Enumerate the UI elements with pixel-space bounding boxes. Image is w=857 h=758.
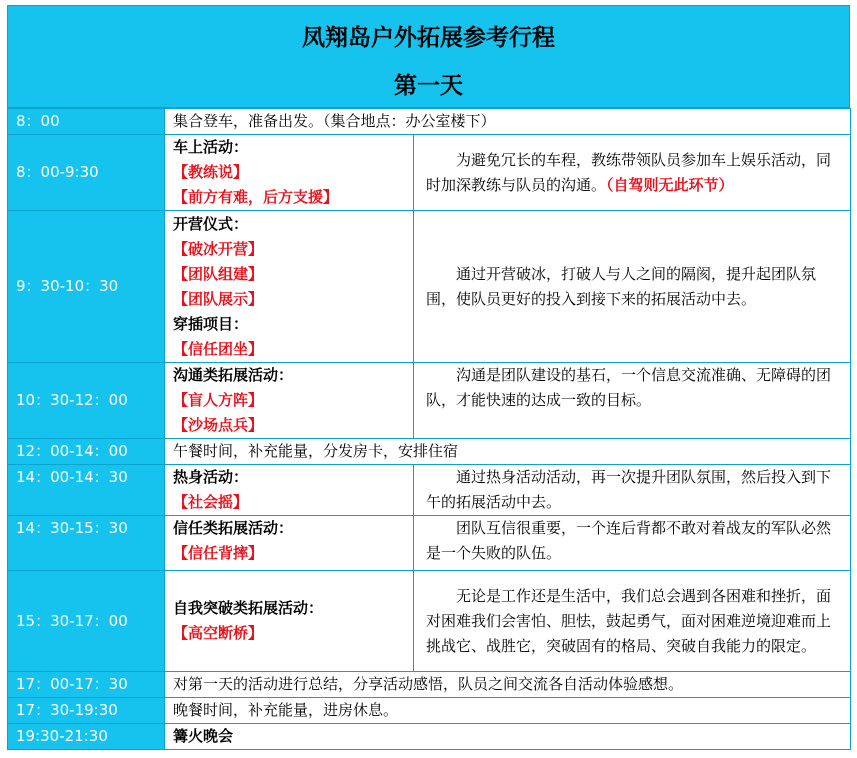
itinerary-sheet	[7, 5, 850, 750]
description-cell	[414, 465, 851, 516]
page-title: 凤翔岛户外拓展参考行程	[302, 24, 555, 51]
activity-item: 【信任背摔】	[173, 544, 264, 562]
description-text: 沟通是团队建设的基石，一个信息交流准确、无障碍的团队，才能快速的达成一致的目标。	[426, 366, 832, 409]
table-row	[8, 516, 851, 571]
activity-heading: 开营仪式：	[173, 214, 249, 233]
full-row-text: 对第一天的活动进行总结，分享活动感悟，队员之间交流各自活动体验感想。	[165, 672, 851, 698]
activity-cell	[165, 571, 414, 672]
full-row-text: 集合登车，准备出发。（集合地点：办公室楼下）	[165, 109, 851, 135]
activity-heading: 穿插项目：	[173, 314, 249, 333]
activity-item: 【社会摇】	[173, 493, 249, 511]
activity-cell	[165, 516, 414, 571]
description-text: 团队互信很重要，一个连后背都不敢对着战友的军队必然是一个失败的队伍。	[426, 519, 832, 562]
full-row-text: 午餐时间，补充能量，分发房卡，安排住宿	[165, 439, 851, 465]
table-row	[8, 135, 851, 211]
description-cell	[414, 516, 851, 571]
activity-heading: 自我突破类拓展活动：	[173, 599, 324, 617]
table-row	[8, 439, 851, 465]
description-text: 为避免冗长的车程，教练带领队员参加车上娱乐活动，同时加深教练与队员的沟通。	[426, 150, 832, 194]
time-cell: 17：30-19:30	[8, 698, 165, 724]
activity-heading: 信任类拓展活动：	[173, 519, 294, 537]
activity-item: 【盲人方阵】	[173, 391, 264, 409]
activity-item: 【沙场点兵】	[173, 416, 264, 434]
activity-heading: 沟通类拓展活动：	[173, 366, 294, 384]
description-cell	[414, 135, 851, 211]
description-text: 无论是工作还是生活中，我们总会遇到各困难和挫折，面对困难我们会害怕、胆怯，鼓起勇气，面对困难逆境迎难而上挑战它、战胜它，突破固有的格局、突破自我能力的限定。	[426, 586, 832, 655]
activity-item: 【信任团坐】	[173, 339, 264, 358]
time-cell: 15：30-17：00	[8, 571, 165, 672]
activity-item: 【教练说】	[173, 163, 249, 181]
time-cell: 14：00-14：30	[8, 465, 165, 516]
description-cell	[414, 363, 851, 439]
activity-cell	[165, 135, 414, 211]
activity-item: 【破冰开营】	[173, 239, 264, 258]
description-text: 通过热身活动活动，再一次提升团队氛围，然后投入到下午的拓展活动中去。	[426, 468, 832, 511]
table-row	[8, 698, 851, 724]
activity-heading: 车上活动：	[173, 138, 249, 156]
activity-cell	[165, 465, 414, 516]
activity-item: 【高空断桥】	[173, 624, 264, 642]
description-text: 通过开营破冰，打破人与人之间的隔阂，提升起团队氛围，使队员更好的投入到接下来的拓展活动中去。	[426, 264, 817, 308]
activity-item: 【团队组建】	[173, 264, 264, 283]
table-row	[8, 672, 851, 698]
activity-item: 【团队展示】	[173, 289, 264, 308]
schedule-table	[7, 108, 851, 750]
full-row-text: 晚餐时间，补充能量，进房休息。	[165, 698, 851, 724]
day-title: 第一天	[394, 72, 463, 99]
time-cell: 12：00-14：00	[8, 439, 165, 465]
full-row-text: 篝火晚会	[165, 724, 851, 750]
table-row	[8, 109, 851, 135]
table-row	[8, 465, 851, 516]
table-row	[8, 363, 851, 439]
activity-cell	[165, 363, 414, 439]
time-cell: 19:30-21:30	[8, 724, 165, 750]
description-note: （自驾则无此环节）	[606, 175, 734, 194]
time-cell: 10：30-12：00	[8, 363, 165, 439]
time-cell: 14：30-15：30	[8, 516, 165, 571]
table-row	[8, 724, 851, 750]
activity-cell	[165, 211, 414, 363]
description-cell	[414, 571, 851, 672]
table-row	[8, 211, 851, 363]
time-cell: 17：00-17：30	[8, 672, 165, 698]
table-row	[8, 571, 851, 672]
activity-item: 【前方有难，后方支援】	[173, 188, 339, 206]
activity-heading: 热身活动：	[173, 468, 249, 486]
time-cell: 8：00-9:30	[8, 135, 165, 211]
time-cell: 9：30-10：30	[8, 211, 165, 363]
time-cell: 8：00	[8, 109, 165, 135]
description-cell	[414, 211, 851, 363]
